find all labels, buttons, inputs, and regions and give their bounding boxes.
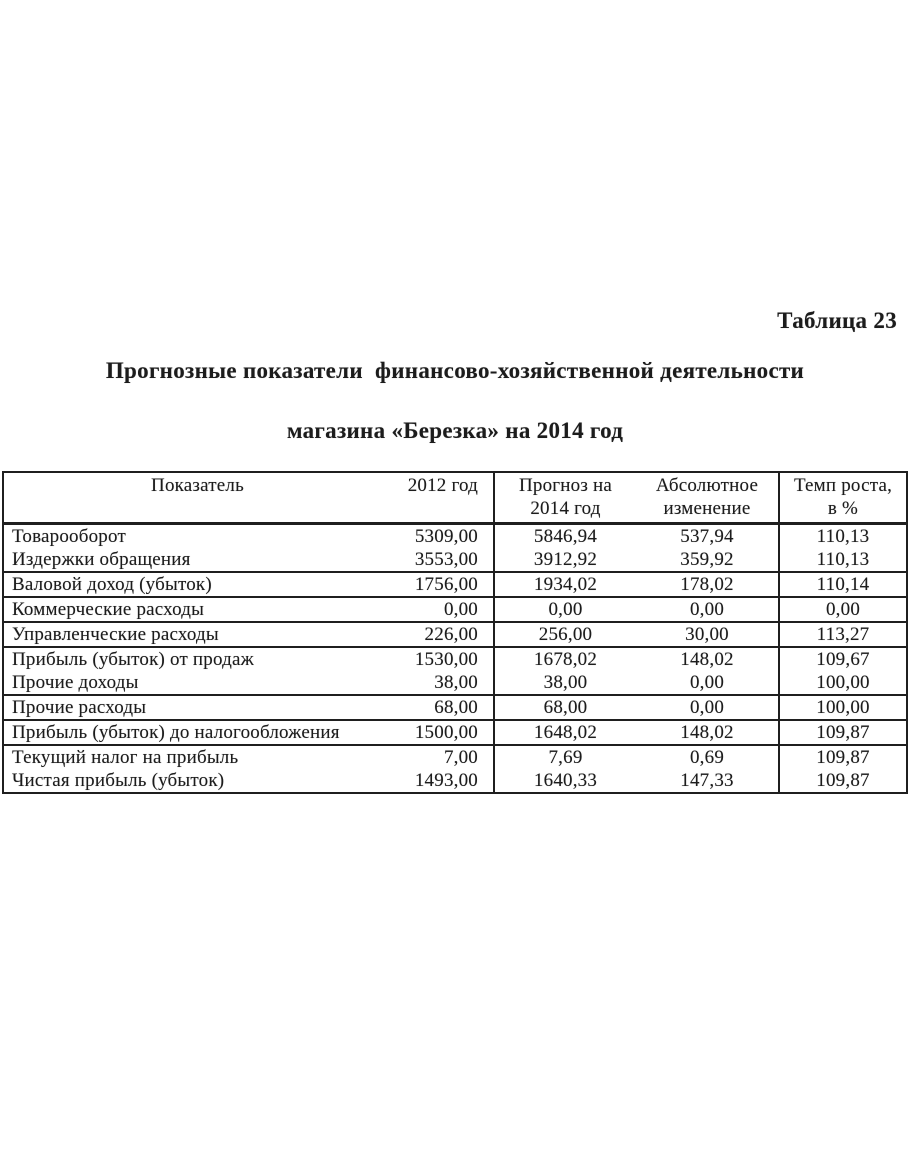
cell-label: Товарооборот	[12, 526, 126, 547]
cell-growth: 100,00	[779, 671, 907, 695]
cell-growth: 0,00	[779, 597, 907, 622]
cell-label: Прочие расходы	[3, 695, 391, 720]
cell-growth: 109,87	[816, 747, 870, 768]
cell-forecast: 1678,02	[533, 649, 598, 670]
cell-label: Валовой доход (убыток)	[3, 572, 391, 597]
cell-2012: 1500,00	[391, 720, 494, 745]
table-row-administrative-expenses	[3, 622, 907, 647]
cell-abs-change: 0,00	[636, 671, 779, 695]
cell-abs-change: 359,92	[636, 548, 779, 572]
cell-growth: 110,14	[779, 572, 907, 597]
cell-growth: 110,13	[779, 548, 907, 572]
column-header-forecast-line2: 2014 год	[530, 498, 601, 519]
cell-label: Издержки обращения	[3, 548, 391, 572]
cell-abs-change: 537,94	[636, 524, 779, 549]
cell-forecast: 5846,94	[533, 526, 598, 547]
table-row-gross-income	[3, 572, 907, 597]
table-row-net-profit	[3, 769, 907, 793]
table-header	[3, 472, 907, 524]
cell-forecast: 1934,02	[494, 572, 636, 597]
column-header-growth-line2: в %	[827, 498, 859, 519]
cell-2012: 68,00	[391, 695, 494, 720]
column-header-growth-line1: Темп роста,	[793, 475, 893, 496]
cell-abs-change: 148,02	[636, 720, 779, 745]
table-row-other-expenses	[3, 695, 907, 720]
cell-2012: 7,00	[391, 745, 494, 769]
table-row-pretax-profit	[3, 720, 907, 745]
column-header-growth-rate	[779, 472, 907, 524]
table-row-commercial-expenses	[3, 597, 907, 622]
cell-forecast: 1640,33	[533, 770, 598, 791]
cell-label: Управленческие расходы	[3, 622, 391, 647]
header-row	[3, 472, 907, 524]
document-title-line1: Прогнозные показатели финансово-хозяйственной деятельности	[105, 358, 805, 383]
cell-abs-change: 0,00	[636, 695, 779, 720]
table-row-other-income	[3, 671, 907, 695]
cell-abs-change: 0,00	[636, 597, 779, 622]
cell-2012: 5309,00	[391, 524, 494, 549]
cell-abs-change: 178,02	[636, 572, 779, 597]
table-row-sales-profit	[3, 647, 907, 671]
cell-label: Прибыль (убыток) от продаж	[12, 649, 254, 670]
table-row-distribution-costs	[3, 548, 907, 572]
cell-2012: 226,00	[391, 622, 494, 647]
financial-forecast-table	[2, 471, 908, 794]
table-caption: Таблица 23	[777, 308, 897, 333]
cell-2012: 1530,00	[391, 647, 494, 671]
table-row-income-tax	[3, 745, 907, 769]
column-header-2012: 2012 год	[391, 472, 494, 524]
document-title-line2: магазина «Березка» на 2014 год	[286, 418, 624, 443]
column-header-change-line2: изменение	[663, 498, 751, 519]
column-header-forecast-line1: Прогноз на	[518, 475, 613, 496]
column-header-indicator: Показатель	[3, 472, 391, 524]
cell-abs-change: 30,00	[636, 622, 779, 647]
table-row-turnover	[3, 524, 907, 549]
cell-growth: 100,00	[779, 695, 907, 720]
cell-forecast: 68,00	[494, 695, 636, 720]
cell-growth: 109,87	[816, 770, 870, 791]
cell-label: Коммерческие расходы	[3, 597, 391, 622]
cell-growth: 113,27	[779, 622, 907, 647]
column-header-absolute-change	[636, 472, 779, 524]
cell-2012: 0,00	[391, 597, 494, 622]
table-body	[3, 524, 907, 794]
cell-label: Чистая прибыль (убыток)	[12, 770, 225, 791]
cell-label: Текущий налог на прибыль	[12, 747, 239, 768]
cell-growth: 109,67	[816, 649, 870, 670]
column-header-forecast-2014	[494, 472, 636, 524]
cell-2012: 38,00	[391, 671, 494, 695]
cell-forecast: 7,69	[548, 747, 583, 768]
cell-abs-change: 148,02	[636, 647, 779, 671]
cell-abs-change: 0,69	[636, 745, 779, 769]
cell-2012: 1756,00	[391, 572, 494, 597]
cell-2012: 1493,00	[391, 769, 494, 793]
cell-2012: 3553,00	[391, 548, 494, 572]
cell-forecast: 256,00	[494, 622, 636, 647]
cell-label: Прибыль (убыток) до налогообложения	[3, 720, 391, 745]
cell-forecast: 1648,02	[494, 720, 636, 745]
cell-forecast: 0,00	[494, 597, 636, 622]
cell-label: Прочие доходы	[3, 671, 391, 695]
cell-growth: 110,13	[816, 526, 870, 547]
cell-forecast: 38,00	[494, 671, 636, 695]
column-header-change-line1: Абсолютное	[655, 475, 759, 496]
cell-abs-change: 147,33	[636, 769, 779, 793]
cell-growth: 109,87	[779, 720, 907, 745]
cell-forecast: 3912,92	[494, 548, 636, 572]
